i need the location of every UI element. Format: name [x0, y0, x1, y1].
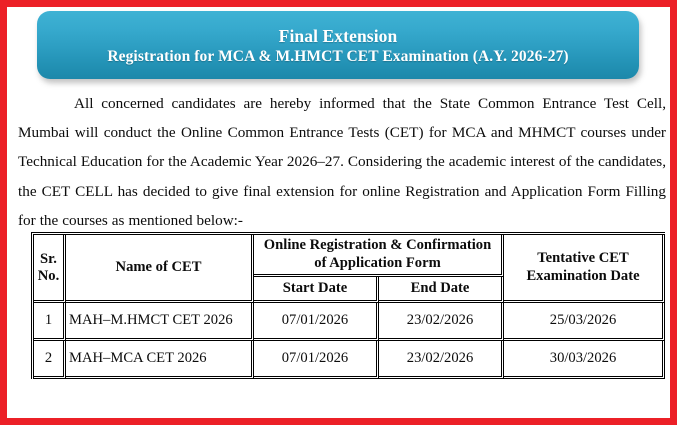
notice-paragraph: All concerned candidates are hereby informed that the State Common Entrance Test Cell, Mumbai will conduct the Online Common Entrance Tests (CET) for MCA and MHMCT courses under Technical Education for the Academic Year 2026–27. Considering the academic interest of the candidates, the CET CELL has decided to give final extension for online Registration and Application Form Filling for the courses as mentioned below:- [18, 95, 666, 229]
table-header-row-primary [34, 235, 665, 277]
header-online-reg-line2: of Application Form [314, 254, 441, 271]
cet-schedule-table-container [31, 232, 662, 379]
header-cell-sr-no [34, 235, 66, 303]
table-row [34, 303, 665, 341]
banner-gradient-panel [37, 11, 639, 79]
header-online-reg-line1: Online Registration & Confirmation [263, 237, 492, 253]
cell-start-date: 07/01/2026 [254, 303, 379, 341]
cell-start-date: 07/01/2026 [254, 341, 379, 379]
cell-end-date: 23/02/2026 [379, 341, 504, 379]
header-cell-end-date: End Date [379, 277, 504, 303]
cell-sr-no: 1 [34, 303, 66, 341]
banner-title-main: Final Extension [278, 25, 398, 46]
header-cell-name-of-cet: Name of CET [66, 235, 254, 303]
header-sr-line1: Sr. [40, 251, 57, 268]
cet-schedule-table [31, 232, 665, 379]
cell-end-date: 23/02/2026 [379, 303, 504, 341]
header-cell-tentative-exam-date [504, 235, 665, 303]
cell-exam-date: 30/03/2026 [504, 341, 665, 379]
header-cell-start-date: Start Date [254, 277, 379, 303]
announcement-banner [37, 11, 639, 79]
cell-sr-no: 2 [34, 341, 66, 379]
banner-title-subtitle: Registration for MCA & M.HMCT CET Examination (A.Y. 2026-27) [107, 48, 569, 66]
cell-cet-name: MAH–M.HMCT CET 2026 [66, 303, 254, 341]
header-sr-line2: No. [37, 267, 60, 284]
table-row [34, 341, 665, 379]
header-tentative-line1: Tentative CET [537, 250, 629, 266]
header-cell-online-registration [254, 235, 504, 277]
cell-cet-name: MAH–MCA CET 2026 [66, 341, 254, 379]
page-body [7, 7, 670, 418]
header-tentative-line2: Examination Date [526, 267, 640, 284]
cell-exam-date: 25/03/2026 [504, 303, 665, 341]
